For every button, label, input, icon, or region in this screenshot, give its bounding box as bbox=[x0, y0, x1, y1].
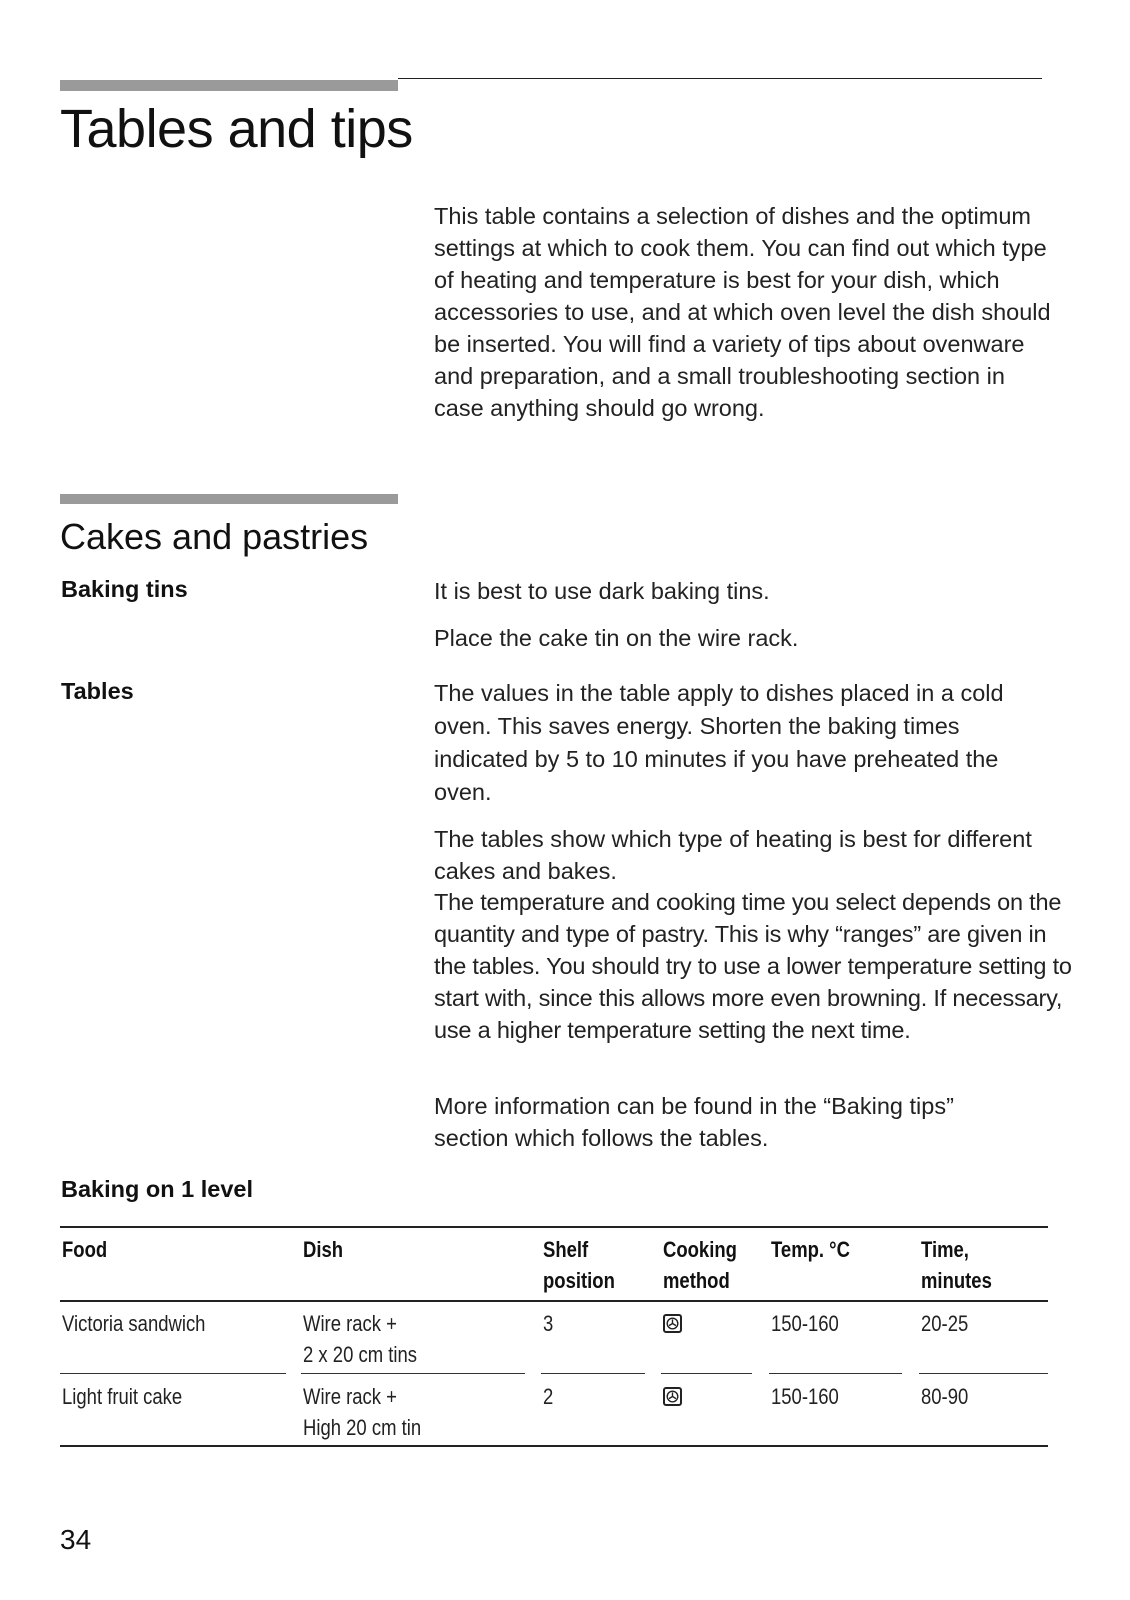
header-dish: Dish bbox=[303, 1237, 344, 1262]
title-rule bbox=[398, 78, 1042, 79]
baking-tins-text-2: Place the cake tin on the wire rack. bbox=[434, 625, 799, 651]
hot-air-fan-icon bbox=[663, 1314, 682, 1333]
row-rule-temp bbox=[769, 1373, 902, 1374]
row-rule-dish bbox=[301, 1373, 525, 1374]
header-temp: Temp. °C bbox=[771, 1237, 850, 1262]
table-row-1-dish-1: Wire rack + bbox=[303, 1311, 397, 1336]
section-accent-bar bbox=[60, 494, 398, 504]
tables-label: Tables bbox=[61, 678, 134, 704]
row-rule-food bbox=[60, 1373, 286, 1374]
row-rule-shelf bbox=[541, 1373, 645, 1374]
header-shelf-1: Shelf bbox=[543, 1237, 589, 1262]
section-title: Cakes and pastries bbox=[60, 516, 369, 557]
header-time-1: Time, bbox=[921, 1237, 969, 1262]
tables-text-2: The tables show which type of heating is best for different cakes and bakes. bbox=[434, 826, 1032, 884]
table-row-2-temp: 150-160 bbox=[771, 1384, 839, 1409]
table-row-2-shelf: 2 bbox=[543, 1384, 554, 1409]
table-top-rule bbox=[60, 1226, 1048, 1228]
table-bottom-rule bbox=[60, 1445, 1048, 1447]
header-food: Food bbox=[62, 1237, 108, 1262]
page-number: 34 bbox=[60, 1524, 92, 1555]
table-row-2-dish-1: Wire rack + bbox=[303, 1384, 397, 1409]
tables-text-1: The values in the table apply to dishes placed in a cold oven. This saves energy. Shorten the baking times indicated by 5 to 10 minutes if you have preheated the oven. bbox=[434, 680, 1004, 805]
hot-air-fan-icon bbox=[663, 1387, 682, 1406]
table-row-1-time: 20-25 bbox=[921, 1311, 969, 1336]
table-row-2-dish-2: High 20 cm tin bbox=[303, 1415, 422, 1440]
tables-text-3: The temperature and cooking time you select depends on the quantity and type of pastry. This is why “ranges” are given in the tables. You should try to use a lower temperature setting to start with, since this allows more even browning. If necessary, use a higher temperature setting the next time. bbox=[434, 889, 1072, 1043]
header-time-2: minutes bbox=[921, 1268, 992, 1293]
title-accent-bar bbox=[60, 80, 398, 91]
header-method-1: Cooking bbox=[663, 1237, 737, 1262]
intro-paragraph: This table contains a selection of dishes and the optimum settings at which to cook them. You can find out which type of heating and temperature is best for your dish, which accessories to use, and at which oven level the dish should be inserted. You will find a variety of tips about ovenware and preparation, and a small troubleshooting section in case anything should go wrong. bbox=[434, 203, 1051, 421]
table-row-1-food: Victoria sandwich bbox=[62, 1311, 206, 1336]
table-row-2-food: Light fruit cake bbox=[62, 1384, 183, 1409]
table-row-2-time: 80-90 bbox=[921, 1384, 969, 1409]
table-row-1-dish-2: 2 x 20 cm tins bbox=[303, 1342, 418, 1367]
row-rule-time bbox=[919, 1373, 1048, 1374]
row-rule-method bbox=[661, 1373, 752, 1374]
page-title: Tables and tips bbox=[60, 99, 413, 159]
header-method-2: method bbox=[663, 1268, 730, 1293]
tables-text-4: More information can be found in the “Baking tips” section which follows the tables. bbox=[434, 1093, 954, 1151]
header-rule bbox=[60, 1300, 1048, 1302]
table-row-1-shelf: 3 bbox=[543, 1311, 554, 1336]
header-shelf-2: position bbox=[543, 1268, 615, 1293]
baking-tins-label: Baking tins bbox=[61, 576, 188, 602]
baking-tins-text-1: It is best to use dark baking tins. bbox=[434, 578, 770, 604]
baking-level-label: Baking on 1 level bbox=[61, 1176, 253, 1202]
table-row-1-temp: 150-160 bbox=[771, 1311, 839, 1336]
